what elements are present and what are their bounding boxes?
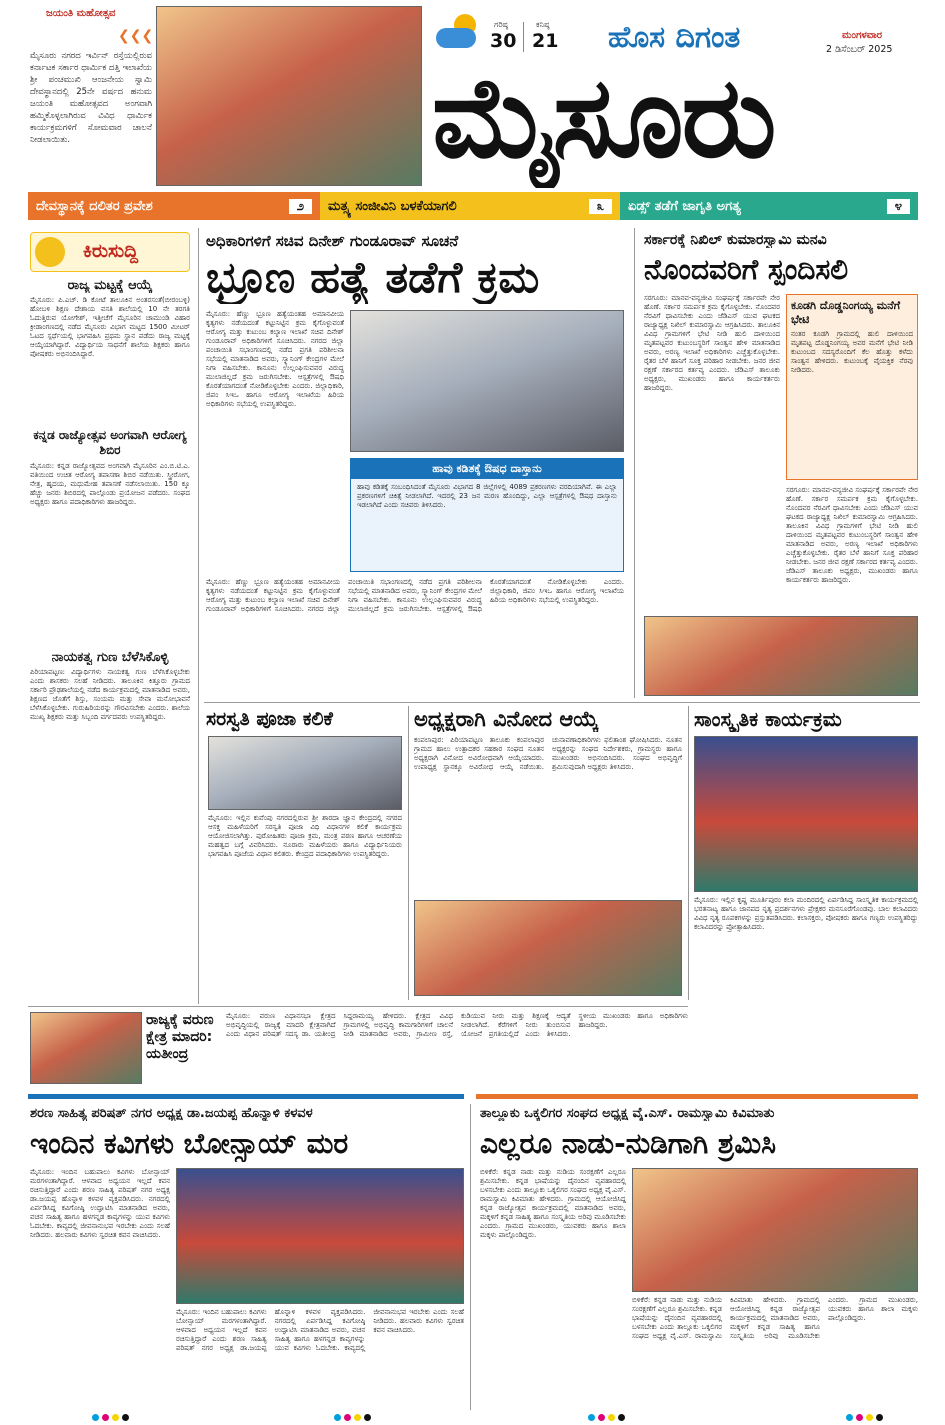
bottom-right-text: ಬಿಳಿಕೆರೆ: ಕನ್ನಡ ನಾಡು ಮತ್ತು ನುಡಿಯ ಸಂರಕ್ಷಣೆಗೆ ಎಲ್ಲರೂ ಶ್ರಮಿಸಬೇಕು. ಕನ್ನಡ ಭಾಷೆಯನ್ನು ದೈನಂದಿನ ವ್ಯವಹಾರದಲ್ಲಿ ಬಳಸಬೇಕು ಎಂದು ತಾಲ್ಲೂಕು ಒಕ್ಕಲಿಗರ ಸಂಘದ ಅಧ್ಯಕ್ಷ ವೈ.ಎಸ್. ರಾಮಸ್ವಾಮಿ ಕಿವಿಮಾತು ಹೇಳಿದರು. ಗ್ರಾಮದಲ್ಲಿ ಆಯೋಜಿಸಿದ್ದ ಕನ್ನಡ ರಾಜ್ಯೋತ್ಸವ ಕಾರ್ಯಕ್ರಮದಲ್ಲಿ ಮಾತನಾಡಿದ ಅವರು, ಮಕ್ಕಳಿಗೆ ಕನ್ನಡ ಸಾಹಿತ್ಯ ಹಾಗೂ ಸಂಸ್ಕೃತಿಯ ಅರಿವು ಮೂಡಿಸಬೇಕು ಎಂದರು. ಗ್ರಾಮದ ಮುಖಂಡರು, ಯುವಕರು ಹಾಗೂ ಶಾಲಾ ಮಕ್ಕಳು ಪಾಲ್ಗೊಂಡಿದ್ದರು.	[480, 1168, 626, 1239]
bottom-right-headline: ಎಲ್ಲರೂ ನಾಡು-ನುಡಿಗಾಗಿ ಶ್ರಮಿಸಿ	[480, 1127, 777, 1160]
kirusuddi-item-text: ಪಿರಿಯಾಪಟ್ಟಣ: ವಿದ್ಯಾರ್ಥಿಗಳು ನಾಯಕತ್ವ ಗುಣ ಬೆಳೆಸಿಕೊಳ್ಳಬೇಕು ಎಂದು ಶಾಸಕರು ಸಲಹೆ ನೀಡಿದರು. ತಾಲೂಕಿನ ಕಿತ್ತೂರು ಗ್ರಾಮದ ಸರ್ಕಾರಿ ಪ್ರೌಢಶಾಲೆಯಲ್ಲಿ ನಡೆದ ಕಾರ್ಯಕ್ರಮದಲ್ಲಿ ಮಾತನಾಡಿದ ಅವರು, ಶಿಕ್ಷಣದ ಜೊತೆಗೆ ಶಿಸ್ತು, ಸಂಯಮ ಮತ್ತು ಸೇವಾ ಮನೋಭಾವನೆ ಬೆಳೆಸಿಕೊಳ್ಳಬೇಕು. ಗುರುಹಿರಿಯರನ್ನು ಗೌರವಿಸಬೇಕು ಎಂದರು. ಶಾಲೆಯ ಮುಖ್ಯ ಶಿಕ್ಷಕರು ಮತ್ತು ಸಿಬ್ಬಂದಿ ವರ್ಗದವರು ಉಪಸ್ಥಿತರಿದ್ದರು.	[30, 668, 190, 721]
column-rule	[408, 706, 409, 1000]
masthead-day: ಮಂಗಳವಾರ	[842, 30, 883, 41]
kirusuddi-item-title: ನಾಯಕತ್ವ ಗುಣ ಬೆಳೆಸಿಕೊಳ್ಳಿ	[51, 650, 169, 665]
index-item-title: ಏಡ್ಸ್ ತಡೆಗೆ ಜಾಗೃತಿ ಅಗತ್ಯ	[628, 198, 741, 214]
kirusuddi-item-title: ಕನ್ನಡ ರಾಜ್ಯೋತ್ಸವ ಅಂಗವಾಗಿ ಆರೋಗ್ಯ ಶಿಬಿರ	[33, 428, 187, 457]
index-bar	[28, 192, 918, 220]
vidhana-text: ಮೈಸೂರು: ವರುಣ ವಿಧಾನಸಭಾ ಕ್ಷೇತ್ರದ ಅಭಿವೃದ್ಧಿಯಲ್ಲಿ ರಾಜ್ಯಕ್ಕೆ ಮಾದರಿ ಕ್ಷೇತ್ರವಾಗಿದೆ ಎಂದು ವಿಧಾನ ಪರಿಷತ್ ಸದಸ್ಯ ಡಾ. ಯತೀಂದ್ರ ಸಿದ್ದರಾಮಯ್ಯ ಹೇಳಿದರು. ಕ್ಷೇತ್ರದ ವಿವಿಧ ಗ್ರಾಮಗಳಲ್ಲಿ ಅಭಿವೃದ್ಧಿ ಕಾಮಗಾರಿಗಳಿಗೆ ಚಾಲನೆ ನೀಡಿ ಮಾತನಾಡಿದ ಅವರು, ಗ್ರಾಮೀಣ ರಸ್ತೆ, ಕುಡಿಯುವ ನೀರು ಮತ್ತು ಶಿಕ್ಷಣಕ್ಕೆ ಆದ್ಯತೆ ನೀಡಲಾಗಿದೆ. ಕೆರೆಗಳಿಗೆ ನೀರು ತುಂಬಿಸುವ ಯೋಜನೆ ಪ್ರಗತಿಯಲ್ಲಿದೆ ಎಂದು ತಿಳಿಸಿದರು. ಸ್ಥಳೀಯ ಮುಖಂಡರು ಹಾಗೂ ಅಧಿಕಾರಿಗಳು ಹಾಜರಿದ್ದರು.	[226, 1012, 688, 1038]
index-item-3[interactable]	[620, 192, 918, 220]
section-rule	[28, 1006, 688, 1007]
right-headline: ನೊಂದವರಿಗೆ ಸ್ಪಂದಿಸಲಿ	[644, 253, 849, 286]
vidhana-photo	[30, 1012, 142, 1084]
weather-min-label: ಕನಿಷ್ಠ	[536, 20, 550, 29]
masthead-city: ಮೈಸೂರು	[432, 53, 775, 183]
right-sidebar-text: ನಂತರ ಕೂಡಗಿ ಗ್ರಾಮದಲ್ಲಿ ಹುಲಿ ದಾಳಿಯಿಂದ ಮೃತಪಟ್ಟ ದೊಡ್ಡನಿಂಗಯ್ಯ ಅವರ ಮನೆಗೆ ಭೇಟಿ ನೀಡಿ ಕುಟುಂಬದ ಸದಸ್ಯರೊಂದಿಗೆ ಕೆಲ ಹೊತ್ತು ಕಳೆದು ಸಾಂತ್ವನ ಹೇಳಿದರು. ಕುಟುಂಬಕ್ಕೆ ವೈಯಕ್ತಿಕ ನೆರವು ನೀಡಿದರು.	[791, 330, 913, 374]
weather-min: 21	[532, 30, 559, 52]
lead-box-title: ಹಾವು ಕಡಿತಕ್ಕೆ ಔಷಧ ದಾಸ್ತಾನು	[351, 459, 623, 479]
index-item-page: ೪	[887, 199, 910, 214]
mid-right-headline: ಸಾಂಸ್ಕೃತಿಕ ಕಾರ್ಯಕ್ರಮ	[694, 707, 842, 731]
index-item-2[interactable]	[320, 192, 620, 220]
column-rule	[634, 228, 635, 698]
kirusuddi-item-title: ರಾಜ್ಯ ಮಟ್ಟಕ್ಕೆ ಆಯ್ಕೆ	[67, 278, 153, 293]
index-item-page: ೨	[289, 199, 312, 214]
index-item-title: ಮತ್ಸ್ಯ ಸಂಜೀವಿನಿ ಬಳಕೆಯಾಗಲಿ	[328, 198, 457, 214]
mid-left-text: ಮೈಸೂರು: ಇಲ್ಲಿನ ಕುವೆಂಪು ನಗರದಲ್ಲಿರುವ ಶ್ರೀ ಶಾರದಾ ಜ್ಞಾನ ಕೇಂದ್ರದಲ್ಲಿ ನಗರದ ಆಸಕ್ತ ಮಹಿಳೆಯರಿಗೆ ಸರಸ್ವತಿ ಪೂಜಾ ವಿಧಿ ವಿಧಾನಗಳ ಕಲಿಕೆ ಕಾರ್ಯಕ್ರಮ ಆಯೋಜಿಸಲಾಗಿತ್ತು. ಪುರೋಹಿತರು ಪೂಜಾ ಕ್ರಮ, ಮಂತ್ರ ಪಠಣ ಹಾಗೂ ಆಚರಣೆಯ ಮಹತ್ವದ ಬಗ್ಗೆ ವಿವರಿಸಿದರು. ನೂರಾರು ಮಹಿಳೆಯರು ಹಾಗೂ ವಿದ್ಯಾರ್ಥಿನಿಯರು ಭಾಗವಹಿಸಿ ಪೂಜೆಯ ವಿಧಾನ ಕಲಿತರು. ಕೇಂದ್ರದ ಪದಾಧಿಕಾರಿಗಳು ಉಪಸ್ಥಿತರಿದ್ದರು.	[208, 814, 402, 858]
bottom-right-kicker: ತಾಲ್ಲೂಕು ಒಕ್ಕಲಿಗರ ಸಂಘದ ಅಧ್ಯಕ್ಷ ವೈ.ಎಸ್. ರಾಮಸ್ವಾಮಿ ಕಿವಿಮಾತು	[480, 1106, 775, 1121]
mid-center-text: ಕಂಪಲಾಪುರ: ಪಿರಿಯಾಪಟ್ಟಣ ತಾಲೂಕು ಕಂಪಲಾಪುರ ಗ್ರಾಮದ ಹಾಲು ಉತ್ಪಾದಕರ ಸಹಕಾರ ಸಂಘದ ನೂತನ ಅಧ್ಯಕ್ಷರಾಗಿ ವಿನೋದ ಅವಿರೋಧವಾಗಿ ಆಯ್ಕೆಯಾದರು. ಉಪಾಧ್ಯಕ್ಷ ಸ್ಥಾನಕ್ಕೂ ಅವಿರೋಧ ಆಯ್ಕೆ ನಡೆಯಿತು. ಚುನಾವಣಾಧಿಕಾರಿಗಳು ಫಲಿತಾಂಶ ಘೋಷಿಸಿದರು. ನೂತನ ಅಧ್ಯಕ್ಷರನ್ನು ಸಂಘದ ನಿರ್ದೇಶಕರು, ಗ್ರಾಮಸ್ಥರು ಹಾಗೂ ಮುಖಂಡರು ಅಭಿನಂದಿಸಿದರು. ಸಂಘದ ಅಭಿವೃದ್ಧಿಗೆ ಶ್ರಮಿಸುವುದಾಗಿ ಅಧ್ಯಕ್ಷರು ತಿಳಿಸಿದರು.	[414, 736, 682, 771]
index-item-title: ದೇವಸ್ಥಾನಕ್ಕೆ ದಲಿತರ ಪ್ರವೇಶ	[36, 198, 153, 214]
mid-center-photo	[414, 900, 682, 996]
vidhana-kicker: ರಾಜ್ಯಕ್ಕೆ ವರುಣ ಕ್ಷೇತ್ರ ಮಾದರಿ: ಯತೀಂದ್ರ	[146, 1012, 214, 1062]
bottom-left-text-cont-span: ಮೈಸೂರು: ಇಂದಿನ ಬಹುಪಾಲು ಕವಿಗಳು ಬೋನ್ಸಾಯ್ ಮರಗಳಂತಾಗಿದ್ದಾರೆ. ಆಳವಾದ ಅಧ್ಯಯನ ಇಲ್ಲದೆ ಕವನ ರಚಿಸುತ್ತಿದ್ದಾರೆ ಎಂದು ಶರಣ ಸಾಹಿತ್ಯ ಪರಿಷತ್ ನಗರ ಅಧ್ಯಕ್ಷ ಡಾ.ಜಯಪ್ಪ ಹೊನ್ನಾಳಿ ಕಳವಳ ವ್ಯಕ್ತಪಡಿಸಿದರು. ನಗರದಲ್ಲಿ ಏರ್ಪಡಿಸಿದ್ದ ಕವಿಗೋಷ್ಠಿ ಉದ್ಘಾಟಿಸಿ ಮಾತನಾಡಿದ ಅವರು, ವಚನ ಸಾಹಿತ್ಯ ಹಾಗೂ ಹಳಗನ್ನಡ ಕಾವ್ಯಗಳನ್ನು ಯುವ ಕವಿಗಳು ಓದಬೇಕು. ಕಾವ್ಯದಲ್ಲಿ ಜೀವನಾನುಭವ ಇರಬೇಕು ಎಂದು ಸಲಹೆ ನೀಡಿದರು. ಹಲವಾರು ಕವಿಗಳು ಸ್ವರಚಿತ ಕವನ ವಾಚಿಸಿದರು.	[176, 1308, 464, 1352]
index-item-page: ೩	[589, 199, 612, 214]
top-story-tag: ಜಯಂತಿ ಮಹೋತ್ಸವ	[46, 8, 116, 19]
bottom-left-photo	[176, 1168, 464, 1304]
kirusuddi-item-text: ಮೈಸೂರು: ಕನ್ನಡ ರಾಜ್ಯೋತ್ಸವದ ಅಂಗವಾಗಿ ಮೈಸೂರಿನ ಎಂ.ಬಿ.ಟಿ.ಎ. ವತಿಯಿಂದ ಉಚಿತ ಆರೋಗ್ಯ ತಪಾಸಣಾ ಶಿಬಿರ ನಡೆಯಿತು. ಸ್ತ್ರೀರೋಗ, ನೇತ್ರ, ಹೃದಯ, ಮಧುಮೇಹ ತಪಾಸಣೆ ನಡೆಸಲಾಯಿತು. 150 ಕ್ಕೂ ಹೆಚ್ಚು ಜನರು ಶಿಬಿರದಲ್ಲಿ ಪಾಲ್ಗೊಂಡು ಪ್ರಯೋಜನ ಪಡೆದರು. ಸಂಘದ ಅಧ್ಯಕ್ಷರು ಹಾಗೂ ಪದಾಧಿಕಾರಿಗಳು ಹಾಜರಿದ್ದರು.	[30, 462, 190, 506]
lead-box	[350, 458, 624, 572]
registration-marks	[92, 1414, 129, 1421]
right-text-cont	[786, 486, 918, 612]
column-rule	[470, 1104, 471, 1410]
right-kicker: ಸರ್ಕಾರಕ್ಕೆ ನಿಖಿಲ್ ಕುಮಾರಸ್ವಾಮಿ ಮನವಿ	[644, 232, 827, 248]
bottom-right-text-cont	[632, 1296, 918, 1408]
bottom-right-photo	[632, 1168, 918, 1292]
color-band-right	[476, 1094, 918, 1099]
registration-marks	[334, 1414, 371, 1421]
weather-max: 30	[490, 30, 517, 52]
column-rule	[198, 228, 199, 1004]
hand-icon	[35, 237, 65, 267]
weather-max-label: ಗರಿಷ್ಠ	[494, 20, 508, 29]
lead-box-text: ಹಾವು ಕಡಿತಕ್ಕೆ ಸಂಬಂಧಿಸಿದಂತೆ ಮೈಸೂರು ವಿಭಾಗದ 8 ಜಿಲ್ಲೆಗಳಲ್ಲಿ 4089 ಪ್ರಕರಣಗಳು ವರದಿಯಾಗಿವೆ. ಈ ಎಲ್ಲಾ ಪ್ರಕರಣಗಳಿಗೆ ಚಿಕಿತ್ಸೆ ನೀಡಲಾಗಿದೆ. ಇದರಲ್ಲಿ 23 ಜನ ಮರಣ ಹೊಂದಿದ್ದು, ಎಲ್ಲಾ ಆಸ್ಪತ್ರೆಗಳಲ್ಲಿ ಔಷಧ ದಾಸ್ತಾನು ಇಡಲಾಗಿದೆ ಎಂದು ಸಚಿವರು ತಿಳಿಸಿದರು.	[357, 483, 617, 509]
top-story-text: ಮೈಸೂರು ನಗರದ ಇರ್ವಿನ್ ರಸ್ತೆಯಲ್ಲಿರುವ ಕರ್ನಾಟಕ ಸರ್ಕಾರ ಧಾರ್ಮಿಕ ದತ್ತಿ ಇಲಾಖೆಯ ಶ್ರೀ ಪಂಚಮುಖಿ ಆಂಜನೇಯ ಸ್ವಾಮಿ ದೇವಸ್ಥಾನದಲ್ಲಿ 25ನೇ ವರ್ಷದ ಹನುಮ ಜಯಂತಿ ಮಹೋತ್ಸವದ ಅಂಗವಾಗಿ ಹಮ್ಮಿಕೊಳ್ಳಲಾಗಿರುವ ವಿವಿಧ ಧಾರ್ಮಿಕ ಕಾರ್ಯಕ್ರಮಗಳಿಗೆ ಸೋಮವಾರ ಚಾಲನೆ ನೀಡಲಾಯಿತು.	[30, 51, 152, 145]
bottom-right-text-cont-span: ಬಿಳಿಕೆರೆ: ಕನ್ನಡ ನಾಡು ಮತ್ತು ನುಡಿಯ ಸಂರಕ್ಷಣೆಗೆ ಎಲ್ಲರೂ ಶ್ರಮಿಸಬೇಕು. ಕನ್ನಡ ಭಾಷೆಯನ್ನು ದೈನಂದಿನ ವ್ಯವಹಾರದಲ್ಲಿ ಬಳಸಬೇಕು ಎಂದು ತಾಲ್ಲೂಕು ಒಕ್ಕಲಿಗರ ಸಂಘದ ಅಧ್ಯಕ್ಷ ವೈ.ಎಸ್. ರಾಮಸ್ವಾಮಿ ಕಿವಿಮಾತು ಹೇಳಿದರು. ಗ್ರಾಮದಲ್ಲಿ ಆಯೋಜಿಸಿದ್ದ ಕನ್ನಡ ರಾಜ್ಯೋತ್ಸವ ಕಾರ್ಯಕ್ರಮದಲ್ಲಿ ಮಾತನಾಡಿದ ಅವರು, ಮಕ್ಕಳಿಗೆ ಕನ್ನಡ ಸಾಹಿತ್ಯ ಹಾಗೂ ಸಂಸ್ಕೃತಿಯ ಅರಿವು ಮೂಡಿಸಬೇಕು ಎಂದರು. ಗ್ರಾಮದ ಮುಖಂಡರು, ಯುವಕರು ಹಾಗೂ ಶಾಲಾ ಮಕ್ಕಳು ಪಾಲ್ಗೊಂಡಿದ್ದರು.	[632, 1296, 918, 1340]
mid-left-headline: ಸರಸ್ವತಿ ಪೂಜಾ ಕಲಿಕೆ	[206, 708, 333, 730]
lead-headline: ಭ್ರೂಣ ಹತ್ಯೆ ತಡೆಗೆ ಕ್ರಮ	[206, 253, 540, 303]
bottom-left-headline: ಇಂದಿನ ಕವಿಗಳು ಬೋನ್ಸಾಯ್ ಮರ	[30, 1127, 349, 1160]
mid-center-headline: ಅಧ್ಯಕ್ಷರಾಗಿ ವಿನೋದ ಆಯ್ಕೆ	[414, 707, 599, 731]
right-sidebar	[786, 294, 918, 480]
lead-text-cont-span: ಮೈಸೂರು: ಹೆಣ್ಣು ಭ್ರೂಣ ಹತ್ಯೆಯಂತಹ ಅಮಾನವೀಯ ಕೃತ್ಯಗಳು ನಡೆಯದಂತೆ ಕಟ್ಟುನಿಟ್ಟಿನ ಕ್ರಮ ಕೈಗೊಳ್ಳುವಂತೆ ಆರೋಗ್ಯ ಮತ್ತು ಕುಟುಂಬ ಕಲ್ಯಾಣ ಇಲಾಖೆ ಸಚಿವ ದಿನೇಶ್ ಗುಂಡೂರಾವ್ ಅಧಿಕಾರಿಗಳಿಗೆ ಸೂಚಿಸಿದರು. ನಗರದ ಜಿಲ್ಲಾ ಪಂಚಾಯಿತಿ ಸಭಾಂಗಣದಲ್ಲಿ ನಡೆದ ಪ್ರಗತಿ ಪರಿಶೀಲನಾ ಸಭೆಯಲ್ಲಿ ಮಾತನಾಡಿದ ಅವರು, ಸ್ಕ್ಯಾನಿಂಗ್ ಕೇಂದ್ರಗಳ ಮೇಲೆ ನಿಗಾ ವಹಿಸಬೇಕು. ಕಾನೂನು ಉಲ್ಲಂಘಿಸುವವರ ವಿರುದ್ಧ ಮುಲಾಜಿಲ್ಲದೆ ಕ್ರಮ ಜರುಗಿಸಬೇಕು. ಆಸ್ಪತ್ರೆಗಳಲ್ಲಿ ಔಷಧಿ ಕೊರತೆಯಾಗದಂತೆ ನೋಡಿಕೊಳ್ಳಬೇಕು ಎಂದರು. ಜಿಲ್ಲಾಧಿಕಾರಿ, ಜಿಪಂ ಸಿಇಒ ಹಾಗೂ ಆರೋಗ್ಯ ಇಲಾಖೆಯ ಹಿರಿಯ ಅಧಿಕಾರಿಗಳು ಸಭೆಯಲ್ಲಿ ಉಪಸ್ಥಿತರಿದ್ದರು.	[206, 578, 624, 613]
lead-text-cont	[206, 578, 624, 698]
kirusuddi-item-text: ಮೈಸೂರು: ಪಿ.ಎಚ್. ಡಿ ಕೋಟೆ ತಾಲೂಕಿನ ಅಂತರಸಂತೆ(ಬೀರಂಬಳ್ಳಿ) ಹೋಬಳಿ ಶಿಕ್ಷಣ ದೇಶಾಯ ವಸತಿ ಶಾಲೆಯಲ್ಲಿ 10 ನೇ ತರಗತಿ ಓದುತ್ತಿರುವ ಯೋಗೇಶ್, ಇತ್ತೀಚೆಗೆ ಮೈಸೂರಿನ ಚಾಮುಂಡಿ ವಿಹಾರ ಕ್ರೀಡಾಂಗಣದಲ್ಲಿ ನಡೆದ ಮೈಸೂರು ವಿಭಾಗ ಮಟ್ಟದ 1500 ಮೀಟರ್ ಓಟದ ಸ್ಪರ್ಧೆಯಲ್ಲಿ ಭಾಗವಹಿಸಿ ಪ್ರಥಮ ಸ್ಥಾನ ಪಡೆದು ರಾಜ್ಯ ಮಟ್ಟಕ್ಕೆ ಆಯ್ಕೆಯಾಗಿದ್ದಾರೆ. ವಿದ್ಯಾರ್ಥಿಯ ಸಾಧನೆಗೆ ಶಾಲೆಯ ಶಿಕ್ಷಕರು ಹಾಗೂ ಪೋಷಕರು ಅಭಿನಂದಿಸಿದ್ದಾರೆ.	[30, 296, 190, 358]
brand-logo: ಹೊಸ ದಿಗಂತ	[608, 20, 741, 55]
bottom-left-kicker: ಶರಣ ಸಾಹಿತ್ಯ ಪರಿಷತ್ ನಗರ ಅಧ್ಯಕ್ಷ ಡಾ.ಜಯಪ್ಪ ಹೊನ್ನಾಳಿ ಕಳವಳ	[30, 1106, 313, 1121]
chevrons-icon: ❮❮❮	[118, 28, 154, 44]
registration-marks	[846, 1414, 883, 1421]
bottom-left-text-cont	[176, 1308, 464, 1408]
bottom-left-text: ಮೈಸೂರು: ಇಂದಿನ ಬಹುಪಾಲು ಕವಿಗಳು ಬೋನ್ಸಾಯ್ ಮರಗಳಂತಾಗಿದ್ದಾರೆ. ಆಳವಾದ ಅಧ್ಯಯನ ಇಲ್ಲದೆ ಕವನ ರಚಿಸುತ್ತಿದ್ದಾರೆ ಎಂದು ಶರಣ ಸಾಹಿತ್ಯ ಪರಿಷತ್ ನಗರ ಅಧ್ಯಕ್ಷ ಡಾ.ಜಯಪ್ಪ ಹೊನ್ನಾಳಿ ಕಳವಳ ವ್ಯಕ್ತಪಡಿಸಿದರು. ನಗರದಲ್ಲಿ ಏರ್ಪಡಿಸಿದ್ದ ಕವಿಗೋಷ್ಠಿ ಉದ್ಘಾಟಿಸಿ ಮಾತನಾಡಿದ ಅವರು, ವಚನ ಸಾಹಿತ್ಯ ಹಾಗೂ ಹಳಗನ್ನಡ ಕಾವ್ಯಗಳನ್ನು ಯುವ ಕವಿಗಳು ಓದಬೇಕು. ಕಾವ್ಯದಲ್ಲಿ ಜೀವನಾನುಭವ ಇರಬೇಕು ಎಂದು ಸಲಹೆ ನೀಡಿದರು. ಹಲವಾರು ಕವಿಗಳು ಸ್ವರಚಿತ ಕವನ ವಾಚಿಸಿದರು.	[30, 1168, 170, 1239]
lead-photo	[350, 310, 624, 452]
right-sidebar-title: ಕೂಡಗಿ ದೊಡ್ಡನಿಂಗಯ್ಯ ಮನೆಗೆ ಭೇಟಿ	[791, 299, 901, 326]
top-story-photo	[156, 6, 422, 186]
section-rule	[204, 702, 920, 703]
lead-kicker: ಅಧಿಕಾರಿಗಳಿಗೆ ಸಚಿವ ದಿನೇಶ್ ಗುಂಡೂರಾವ್ ಸೂಚನೆ	[206, 232, 459, 250]
mid-right-photo	[694, 736, 918, 892]
kirusuddi-label: ಕಿರುಸುದ್ದಿ	[83, 240, 139, 262]
mid-right-text: ಮೈಸೂರು: ಇಲ್ಲಿನ ಕೃಷ್ಣ ಮೂರ್ತಿಪುರಂ ಕಲಾ ಮಂದಿರದಲ್ಲಿ ಏರ್ಪಡಿಸಿದ್ದ ಸಾಂಸ್ಕೃತಿಕ ಕಾರ್ಯಕ್ರಮದಲ್ಲಿ ಭರತನಾಟ್ಯ ಹಾಗೂ ಜಾನಪದ ನೃತ್ಯ ಪ್ರದರ್ಶನಗಳು ಪ್ರೇಕ್ಷಕರ ಮನಸೂರೆಗೊಂಡವು. ಬಾಲ ಕಲಾವಿದರು ವಿವಿಧ ನೃತ್ಯ ರೂಪಕಗಳನ್ನು ಪ್ರಸ್ತುತಪಡಿಸಿದರು. ಕಲಾಸಕ್ತರು, ಪೋಷಕರು ಹಾಗೂ ಗಣ್ಯರು ಉಪಸ್ಥಿತರಿದ್ದು ಕಲಾವಿದರನ್ನು ಪ್ರೋತ್ಸಾಹಿಸಿದರು.	[694, 896, 918, 931]
right-text-cont-span: ಸರಗೂರು: ಮಾನವ-ವನ್ಯಜೀವಿ ಸಂಘರ್ಷಕ್ಕೆ ಸರ್ಕಾರವೇ ನೇರ ಹೊಣೆ. ಸರ್ಕಾರ ಸಮರ್ಪಕ ಕ್ರಮ ಕೈಗೊಳ್ಳಬೇಕು. ನೊಂದವರ ನೆರವಿಗೆ ಧಾವಿಸಬೇಕು ಎಂದು ಜೆಡಿಎಸ್ ಯುವ ಘಟಕದ ರಾಜ್ಯಾಧ್ಯಕ್ಷ ನಿಖಿಲ್ ಕುಮಾರಸ್ವಾಮಿ ಆಗ್ರಹಿಸಿದರು. ತಾಲೂಕಿನ ವಿವಿಧ ಗ್ರಾಮಗಳಿಗೆ ಭೇಟಿ ನೀಡಿ ಹುಲಿ ದಾಳಿಯಿಂದ ಮೃತಪಟ್ಟವರ ಕುಟುಂಬಸ್ಥರಿಗೆ ಸಾಂತ್ವನ ಹೇಳಿ ಮಾತನಾಡಿದ ಅವರು, ಅರಣ್ಯ ಇಲಾಖೆ ಅಧಿಕಾರಿಗಳು ಎಚ್ಚೆತ್ತುಕೊಳ್ಳಬೇಕು. ರೈತರ ಬೆಳೆ ಹಾನಿಗೆ ಸೂಕ್ತ ಪರಿಹಾರ ನೀಡಬೇಕು. ಜನರ ಜೀವ ರಕ್ಷಣೆ ಸರ್ಕಾರದ ಕರ್ತವ್ಯ ಎಂದರು. ಜೆಡಿಎಸ್ ತಾಲೂಕು ಅಧ್ಯಕ್ಷರು, ಮುಖಂಡರು ಹಾಗೂ ಕಾರ್ಯಕರ್ತರು ಹಾಜರಿದ್ದರು.	[786, 486, 918, 584]
kirusuddi-badge	[30, 232, 190, 272]
right-photo	[644, 616, 918, 696]
column-rule	[688, 706, 689, 1000]
mid-left-photo	[208, 736, 402, 810]
color-band-left	[28, 1094, 464, 1099]
registration-marks	[588, 1414, 625, 1421]
masthead-date: 2 ಡಿಸೆಂಬರ್ 2025	[826, 44, 893, 55]
lead-text: ಮೈಸೂರು: ಹೆಣ್ಣು ಭ್ರೂಣ ಹತ್ಯೆಯಂತಹ ಅಮಾನವೀಯ ಕೃತ್ಯಗಳು ನಡೆಯದಂತೆ ಕಟ್ಟುನಿಟ್ಟಿನ ಕ್ರಮ ಕೈಗೊಳ್ಳುವಂತೆ ಆರೋಗ್ಯ ಮತ್ತು ಕುಟುಂಬ ಕಲ್ಯಾಣ ಇಲಾಖೆ ಸಚಿವ ದಿನೇಶ್ ಗುಂಡೂರಾವ್ ಅಧಿಕಾರಿಗಳಿಗೆ ಸೂಚಿಸಿದರು. ನಗರದ ಜಿಲ್ಲಾ ಪಂಚಾಯಿತಿ ಸಭಾಂಗಣದಲ್ಲಿ ನಡೆದ ಪ್ರಗತಿ ಪರಿಶೀಲನಾ ಸಭೆಯಲ್ಲಿ ಮಾತನಾಡಿದ ಅವರು, ಸ್ಕ್ಯಾನಿಂಗ್ ಕೇಂದ್ರಗಳ ಮೇಲೆ ನಿಗಾ ವಹಿಸಬೇಕು. ಕಾನೂನು ಉಲ್ಲಂಘಿಸುವವರ ವಿರುದ್ಧ ಮುಲಾಜಿಲ್ಲದೆ ಕ್ರಮ ಜರುಗಿಸಬೇಕು. ಆಸ್ಪತ್ರೆಗಳಲ್ಲಿ ಔಷಧಿ ಕೊರತೆಯಾಗದಂತೆ ನೋಡಿಕೊಳ್ಳಬೇಕು ಎಂದರು. ಜಿಲ್ಲಾಧಿಕಾರಿ, ಜಿಪಂ ಸಿಇಒ ಹಾಗೂ ಆರೋಗ್ಯ ಇಲಾಖೆಯ ಹಿರಿಯ ಅಧಿಕಾರಿಗಳು ಸಭೆಯಲ್ಲಿ ಉಪಸ್ಥಿತರಿದ್ದರು.	[206, 310, 344, 408]
right-text: ಸರಗೂರು: ಮಾನವ-ವನ್ಯಜೀವಿ ಸಂಘರ್ಷಕ್ಕೆ ಸರ್ಕಾರವೇ ನೇರ ಹೊಣೆ. ಸರ್ಕಾರ ಸಮರ್ಪಕ ಕ್ರಮ ಕೈಗೊಳ್ಳಬೇಕು. ನೊಂದವರ ನೆರವಿಗೆ ಧಾವಿಸಬೇಕು ಎಂದು ಜೆಡಿಎಸ್ ಯುವ ಘಟಕದ ರಾಜ್ಯಾಧ್ಯಕ್ಷ ನಿಖಿಲ್ ಕುಮಾರಸ್ವಾಮಿ ಆಗ್ರಹಿಸಿದರು. ತಾಲೂಕಿನ ವಿವಿಧ ಗ್ರಾಮಗಳಿಗೆ ಭೇಟಿ ನೀಡಿ ಹುಲಿ ದಾಳಿಯಿಂದ ಮೃತಪಟ್ಟವರ ಕುಟುಂಬಸ್ಥರಿಗೆ ಸಾಂತ್ವನ ಹೇಳಿ ಮಾತನಾಡಿದ ಅವರು, ಅರಣ್ಯ ಇಲಾಖೆ ಅಧಿಕಾರಿಗಳು ಎಚ್ಚೆತ್ತುಕೊಳ್ಳಬೇಕು. ರೈತರ ಬೆಳೆ ಹಾನಿಗೆ ಸೂಕ್ತ ಪರಿಹಾರ ನೀಡಬೇಕು. ಜನರ ಜೀವ ರಕ್ಷಣೆ ಸರ್ಕಾರದ ಕರ್ತವ್ಯ ಎಂದರು. ಜೆಡಿಎಸ್ ತಾಲೂಕು ಅಧ್ಯಕ್ಷರು, ಮುಖಂಡರು ಹಾಗೂ ಕಾರ್ಯಕರ್ತರು ಹಾಜರಿದ್ದರು.	[644, 294, 780, 392]
index-item-1[interactable]	[28, 192, 320, 220]
